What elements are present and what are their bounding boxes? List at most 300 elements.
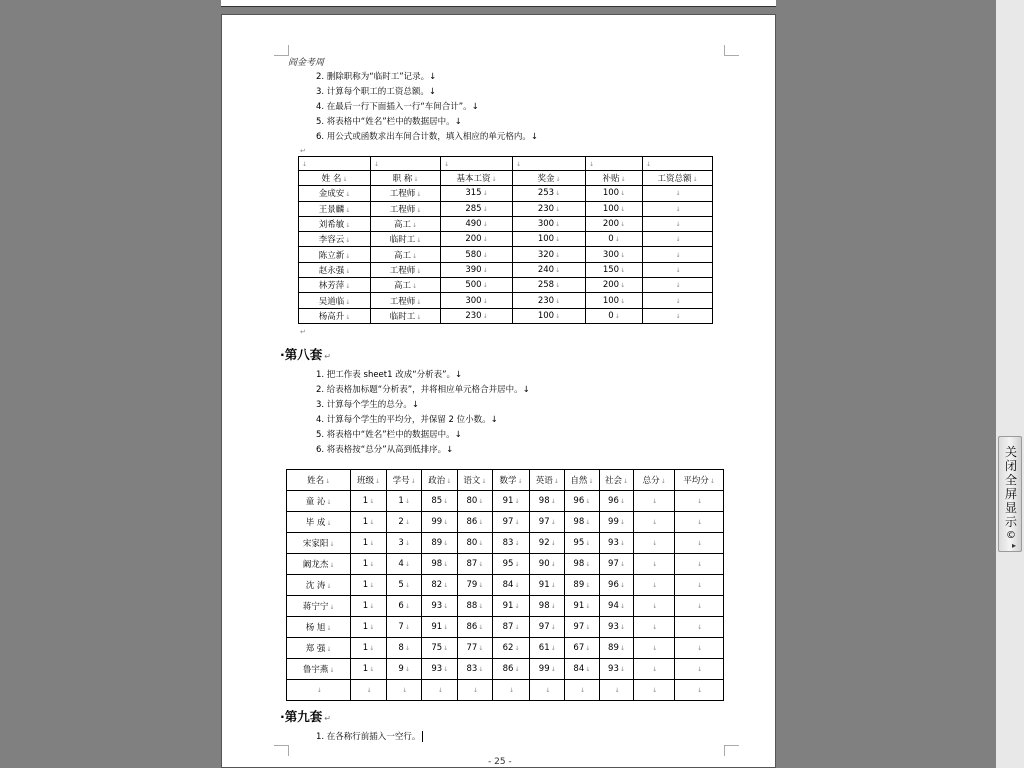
table-cell[interactable] xyxy=(299,201,371,216)
table-cell[interactable] xyxy=(586,278,643,293)
table-cell[interactable] xyxy=(599,659,634,680)
table-header-cell[interactable] xyxy=(371,171,441,186)
table-header-cell[interactable] xyxy=(675,470,724,491)
table-cell[interactable] xyxy=(458,659,493,680)
table-cell[interactable] xyxy=(675,512,724,533)
cell-end-mark: ↓ xyxy=(404,498,410,505)
table-cell[interactable] xyxy=(675,680,724,701)
cell-text: 100 xyxy=(602,295,620,306)
cell-text: 93 xyxy=(431,664,443,674)
table-cell[interactable] xyxy=(586,201,643,216)
cell-end-mark: ↓ xyxy=(478,519,484,526)
table-cell[interactable] xyxy=(287,659,351,680)
table-cell[interactable] xyxy=(287,491,351,512)
table-cell[interactable] xyxy=(287,533,351,554)
table-cell[interactable] xyxy=(386,659,422,680)
table-cell[interactable] xyxy=(299,186,371,201)
table-header-cell[interactable] xyxy=(458,470,493,491)
table-cell[interactable] xyxy=(351,638,387,659)
cell-end-mark: ↓ xyxy=(646,160,652,168)
table-row xyxy=(299,308,713,323)
cell-end-mark: ↓ xyxy=(614,312,620,320)
table-cell[interactable] xyxy=(351,680,387,701)
close-fullscreen-label: 关 闭 全 屏 显 示 © xyxy=(1004,445,1017,541)
table-cell[interactable] xyxy=(299,216,371,231)
table-header-cell[interactable] xyxy=(599,470,634,491)
table-row xyxy=(299,216,713,231)
cell-end-mark: ↓ xyxy=(619,519,625,526)
table-header-cell[interactable] xyxy=(513,171,586,186)
table-row xyxy=(287,638,724,659)
cell-end-mark: ↓ xyxy=(585,498,591,505)
cell-text: 高工 xyxy=(393,250,411,261)
close-fullscreen-button[interactable] xyxy=(998,436,1022,552)
table-cell[interactable] xyxy=(351,575,387,596)
table-cell[interactable] xyxy=(386,491,422,512)
cell-end-mark: ↓ xyxy=(555,176,561,184)
table-cell[interactable] xyxy=(441,201,513,216)
cell-end-mark: ↓ xyxy=(550,603,556,610)
table-cell[interactable] xyxy=(287,512,351,533)
cell-text: 80 xyxy=(466,496,478,506)
cell-end-mark: ↓ xyxy=(709,478,715,485)
cell-end-mark: ↓ xyxy=(675,221,681,229)
cell-end-mark: ↓ xyxy=(369,645,375,652)
table-header-cell[interactable] xyxy=(386,470,422,491)
cell-end-mark: ↓ xyxy=(410,478,416,485)
table-cell[interactable] xyxy=(422,638,458,659)
cell-end-mark: ↓ xyxy=(652,519,658,526)
table-cell[interactable] xyxy=(299,278,371,293)
table-cell[interactable] xyxy=(530,596,565,617)
cell-end-mark: ↓ xyxy=(342,176,348,184)
cell-text: 英语 xyxy=(535,476,553,486)
table-row xyxy=(287,617,724,638)
margin-corner-top-right xyxy=(724,45,739,56)
table-cell[interactable] xyxy=(492,659,530,680)
table-cell[interactable] xyxy=(643,216,713,231)
cell-end-mark: ↓ xyxy=(345,252,351,260)
cell-text: 87 xyxy=(466,559,478,569)
cell-end-mark: ↓ xyxy=(329,604,335,611)
margin-corner-bottom-right xyxy=(724,745,739,756)
cell-text: 1 xyxy=(362,517,369,527)
table-cell[interactable] xyxy=(458,680,493,701)
table-cell[interactable] xyxy=(530,680,565,701)
table-cell[interactable] xyxy=(675,575,724,596)
cell-end-mark: ↓ xyxy=(696,645,703,652)
table-row xyxy=(287,491,724,512)
table-header-cell[interactable] xyxy=(441,171,513,186)
cell-end-mark: ↓ xyxy=(326,499,332,506)
table-row xyxy=(287,659,724,680)
table-cell[interactable] xyxy=(634,533,675,554)
table-cell[interactable] xyxy=(643,293,713,308)
cell-text: 9 xyxy=(398,664,404,674)
table-cell[interactable] xyxy=(299,262,371,277)
table-cell[interactable] xyxy=(441,232,513,247)
table-cell[interactable] xyxy=(513,308,586,323)
table-cell[interactable] xyxy=(492,638,530,659)
table-cell[interactable] xyxy=(586,308,643,323)
cell-text: 580 xyxy=(465,249,482,260)
cell-end-mark: ↓ xyxy=(652,624,658,631)
table-cell[interactable] xyxy=(458,533,493,554)
cell-text: 0 xyxy=(608,234,614,245)
table-cell[interactable] xyxy=(513,216,586,231)
cell-end-mark: ↓ xyxy=(620,221,626,229)
table-cell[interactable] xyxy=(565,659,600,680)
table-cell[interactable] xyxy=(530,638,565,659)
table-cell[interactable] xyxy=(371,216,441,231)
table-cell[interactable] xyxy=(441,278,513,293)
table-cell[interactable] xyxy=(386,680,422,701)
table-cell[interactable] xyxy=(422,617,458,638)
cell-text: 253 xyxy=(537,188,555,199)
cell-text: 98 xyxy=(538,496,550,506)
table-cell[interactable] xyxy=(492,680,530,701)
table-cell[interactable] xyxy=(287,596,351,617)
table-cell[interactable] xyxy=(287,680,351,701)
table-cell[interactable] xyxy=(351,491,387,512)
cell-end-mark: ↓ xyxy=(514,645,520,652)
table-cell[interactable] xyxy=(351,596,387,617)
table-cell[interactable] xyxy=(586,247,643,262)
cell-text: 62 xyxy=(502,643,514,653)
table-header-cell[interactable] xyxy=(530,470,565,491)
section8-heading: ·第八套 ↵ xyxy=(280,347,331,362)
table-cell[interactable] xyxy=(599,512,634,533)
table-cell[interactable] xyxy=(386,596,422,617)
table-cell[interactable] xyxy=(565,596,600,617)
table-cell[interactable] xyxy=(371,293,441,308)
table-header-cell[interactable] xyxy=(351,470,387,491)
table-cell[interactable] xyxy=(586,293,643,308)
table-cell[interactable] xyxy=(351,554,387,575)
cell-text: 陈立新 xyxy=(318,250,345,261)
cell-end-mark: ↓ xyxy=(620,297,626,305)
table-cell[interactable] xyxy=(599,680,634,701)
table-cell[interactable] xyxy=(565,491,600,512)
cell-end-mark: ↓ xyxy=(696,519,703,526)
table-cell[interactable] xyxy=(458,491,493,512)
table-cell[interactable] xyxy=(634,638,675,659)
table-cell[interactable] xyxy=(458,575,493,596)
cell-end-mark: ↓ xyxy=(369,519,375,526)
table-cell[interactable] xyxy=(513,157,586,171)
table-header-cell[interactable] xyxy=(299,171,371,186)
table-cell[interactable] xyxy=(492,596,530,617)
table-cell[interactable] xyxy=(299,157,371,171)
cell-text: 刘希敏 xyxy=(318,220,345,231)
table-cell[interactable] xyxy=(599,596,634,617)
cell-end-mark: ↓ xyxy=(555,282,561,290)
table-cell[interactable] xyxy=(422,512,458,533)
table-cell[interactable] xyxy=(458,596,493,617)
table-cell[interactable] xyxy=(492,554,530,575)
table-cell[interactable] xyxy=(530,659,565,680)
table-header-cell[interactable] xyxy=(643,171,713,186)
cell-text: 童 沁 xyxy=(305,497,326,507)
cell-end-mark: ↓ xyxy=(517,478,523,485)
table-header-cell[interactable] xyxy=(422,470,458,491)
table-cell[interactable] xyxy=(643,262,713,277)
table-cell[interactable] xyxy=(422,680,458,701)
cell-end-mark: ↓ xyxy=(509,687,515,694)
table-cell[interactable] xyxy=(513,201,586,216)
cell-text: 500 xyxy=(465,280,482,291)
table-cell[interactable] xyxy=(643,278,713,293)
table-cell[interactable] xyxy=(441,262,513,277)
cell-end-mark: ↓ xyxy=(652,645,658,652)
table-cell[interactable] xyxy=(586,186,643,201)
table-cell[interactable] xyxy=(386,617,422,638)
table-cell[interactable] xyxy=(530,512,565,533)
table-cell[interactable] xyxy=(422,575,458,596)
table-cell[interactable] xyxy=(599,575,634,596)
cell-text: 258 xyxy=(537,280,555,291)
table-cell[interactable] xyxy=(351,659,387,680)
table-cell[interactable] xyxy=(422,554,458,575)
cell-text: 83 xyxy=(466,664,478,674)
cell-text: 96 xyxy=(608,580,619,590)
table-cell[interactable] xyxy=(441,216,513,231)
table-cell[interactable] xyxy=(371,201,441,216)
table-cell[interactable] xyxy=(422,533,458,554)
cell-text: 宋家阳 xyxy=(302,539,329,549)
cell-text: 93 xyxy=(431,601,443,611)
table-cell[interactable] xyxy=(458,638,493,659)
score-table[interactable] xyxy=(286,469,724,701)
cell-text: 99 xyxy=(608,517,619,527)
cell-end-mark: ↓ xyxy=(619,624,625,631)
section7-item: 5. 将表格中“姓名”栏中的数据居中。↓ xyxy=(316,117,462,127)
table-cell[interactable] xyxy=(351,512,387,533)
table-cell[interactable] xyxy=(586,157,643,171)
table-cell[interactable] xyxy=(643,201,713,216)
table-cell[interactable] xyxy=(287,617,351,638)
table-cell[interactable] xyxy=(513,278,586,293)
table-cell[interactable] xyxy=(492,512,530,533)
table-cell[interactable] xyxy=(565,512,600,533)
table-cell[interactable] xyxy=(441,157,513,171)
table-cell[interactable] xyxy=(422,659,458,680)
cell-end-mark: ↓ xyxy=(696,540,703,547)
table-cell[interactable] xyxy=(371,308,441,323)
cell-text: 285 xyxy=(465,203,482,214)
table-cell[interactable] xyxy=(351,533,387,554)
table-empty-row xyxy=(299,157,713,171)
cell-end-mark: ↓ xyxy=(366,687,372,694)
cell-end-mark: ↓ xyxy=(620,176,626,184)
table-cell[interactable] xyxy=(643,186,713,201)
table-cell[interactable] xyxy=(599,554,634,575)
table-cell[interactable] xyxy=(458,512,493,533)
table-cell[interactable] xyxy=(634,680,675,701)
table-cell[interactable] xyxy=(299,232,371,247)
table-cell[interactable] xyxy=(634,596,675,617)
table-cell[interactable] xyxy=(675,491,724,512)
cell-end-mark: ↓ xyxy=(620,266,626,274)
table-cell[interactable] xyxy=(599,638,634,659)
cell-end-mark: ↓ xyxy=(585,561,591,568)
cell-text: 85 xyxy=(431,496,443,506)
table-cell[interactable] xyxy=(371,186,441,201)
cell-text: 高工 xyxy=(393,220,411,231)
table-cell[interactable] xyxy=(287,554,351,575)
cell-text: 7 xyxy=(398,622,404,632)
cell-end-mark: ↓ xyxy=(553,478,559,485)
cell-end-mark: ↓ xyxy=(329,667,335,674)
table-cell[interactable] xyxy=(675,659,724,680)
table-cell[interactable] xyxy=(371,278,441,293)
table-cell[interactable] xyxy=(299,293,371,308)
cell-end-mark: ↓ xyxy=(675,190,681,198)
table-cell[interactable] xyxy=(643,247,713,262)
document-page[interactable] xyxy=(221,14,776,768)
table-cell[interactable] xyxy=(565,617,600,638)
table-cell[interactable] xyxy=(634,491,675,512)
table-cell[interactable] xyxy=(513,186,586,201)
table-cell[interactable] xyxy=(299,247,371,262)
cell-text: 300 xyxy=(537,219,555,230)
table-cell[interactable] xyxy=(371,232,441,247)
table-header-cell[interactable] xyxy=(287,470,351,491)
table-cell[interactable] xyxy=(530,617,565,638)
table-row xyxy=(299,278,713,293)
table-cell[interactable] xyxy=(386,554,422,575)
page-number: - 25 - xyxy=(488,757,512,767)
table-cell[interactable] xyxy=(386,575,422,596)
cell-end-mark: ↓ xyxy=(620,251,626,259)
table-cell[interactable] xyxy=(634,617,675,638)
table-cell[interactable] xyxy=(634,659,675,680)
table-cell[interactable] xyxy=(599,533,634,554)
cell-end-mark: ↓ xyxy=(404,561,410,568)
table-cell[interactable] xyxy=(371,157,441,171)
table-cell[interactable] xyxy=(530,533,565,554)
cell-text: 姓 名 xyxy=(321,174,342,185)
cell-end-mark: ↓ xyxy=(585,519,591,526)
cell-end-mark: ↓ xyxy=(675,297,681,305)
table-cell[interactable] xyxy=(586,216,643,231)
cell-text: 杨 旭 xyxy=(305,623,326,633)
cell-text: 林芳萍 xyxy=(318,281,345,292)
table-cell[interactable] xyxy=(371,262,441,277)
table-cell[interactable] xyxy=(675,617,724,638)
table-cell[interactable] xyxy=(386,512,422,533)
table-cell[interactable] xyxy=(386,533,422,554)
table-cell[interactable] xyxy=(513,247,586,262)
table-cell[interactable] xyxy=(530,491,565,512)
table-cell[interactable] xyxy=(565,575,600,596)
table-cell[interactable] xyxy=(565,554,600,575)
table-cell[interactable] xyxy=(675,638,724,659)
section9-instructions[interactable] xyxy=(316,730,423,745)
table-cell[interactable] xyxy=(586,232,643,247)
cell-text: 91 xyxy=(502,601,514,611)
cell-end-mark: ↓ xyxy=(652,687,658,694)
cell-text: 工资总额 xyxy=(657,174,692,185)
cell-text: 高工 xyxy=(393,281,411,292)
cell-end-mark: ↓ xyxy=(619,540,625,547)
table-header-cell[interactable] xyxy=(492,470,530,491)
table-cell[interactable] xyxy=(351,617,387,638)
table-header-row xyxy=(287,470,724,491)
table-cell[interactable] xyxy=(599,491,634,512)
table-cell[interactable] xyxy=(634,575,675,596)
table-cell[interactable] xyxy=(441,186,513,201)
table-cell[interactable] xyxy=(599,617,634,638)
table-cell[interactable] xyxy=(422,491,458,512)
table-cell[interactable] xyxy=(643,232,713,247)
table-cell[interactable] xyxy=(386,638,422,659)
table-row xyxy=(287,554,724,575)
cell-end-mark: ↓ xyxy=(550,561,556,568)
table-cell[interactable] xyxy=(513,293,586,308)
cell-end-mark: ↓ xyxy=(696,561,703,568)
table-header-cell[interactable] xyxy=(586,171,643,186)
cell-end-mark: ↓ xyxy=(345,206,351,214)
table-header-cell[interactable] xyxy=(565,470,600,491)
table-cell[interactable] xyxy=(458,554,493,575)
table-cell[interactable] xyxy=(675,596,724,617)
cell-end-mark: ↓ xyxy=(514,603,520,610)
table-cell[interactable] xyxy=(565,680,600,701)
table-cell[interactable] xyxy=(299,308,371,323)
table-cell[interactable] xyxy=(492,533,530,554)
cell-end-mark: ↓ xyxy=(555,236,561,244)
cell-text: 100 xyxy=(602,203,620,214)
table-cell[interactable] xyxy=(441,247,513,262)
table-cell[interactable] xyxy=(441,293,513,308)
table-cell[interactable] xyxy=(675,533,724,554)
table-cell[interactable] xyxy=(586,262,643,277)
table-cell[interactable] xyxy=(643,157,713,171)
table-cell[interactable] xyxy=(441,308,513,323)
table-cell[interactable] xyxy=(458,617,493,638)
cell-text: 490 xyxy=(465,219,482,230)
cell-text: 91 xyxy=(431,622,443,632)
table-cell[interactable] xyxy=(643,308,713,323)
table-cell[interactable] xyxy=(634,554,675,575)
cell-end-mark: ↓ xyxy=(411,283,418,291)
table-cell[interactable] xyxy=(287,575,351,596)
cell-text: 工程师 xyxy=(389,204,416,215)
table-cell[interactable] xyxy=(530,554,565,575)
table-cell[interactable] xyxy=(513,262,586,277)
table-cell[interactable] xyxy=(513,232,586,247)
table-header-cell[interactable] xyxy=(634,470,675,491)
cell-text: 300 xyxy=(602,249,620,260)
table-cell[interactable] xyxy=(492,575,530,596)
table-cell[interactable] xyxy=(634,512,675,533)
cell-text: 99 xyxy=(538,664,550,674)
table-cell[interactable] xyxy=(492,617,530,638)
cell-end-mark: ↓ xyxy=(619,645,625,652)
table-cell[interactable] xyxy=(492,491,530,512)
table-cell[interactable] xyxy=(422,596,458,617)
cell-text: 390 xyxy=(465,264,482,275)
salary-table[interactable] xyxy=(298,156,713,324)
table-cell[interactable] xyxy=(287,638,351,659)
table-cell[interactable] xyxy=(530,575,565,596)
table-cell[interactable] xyxy=(565,638,600,659)
table-cell[interactable] xyxy=(675,554,724,575)
table-cell[interactable] xyxy=(371,247,441,262)
table-cell[interactable] xyxy=(565,533,600,554)
section7-instructions xyxy=(316,70,538,145)
